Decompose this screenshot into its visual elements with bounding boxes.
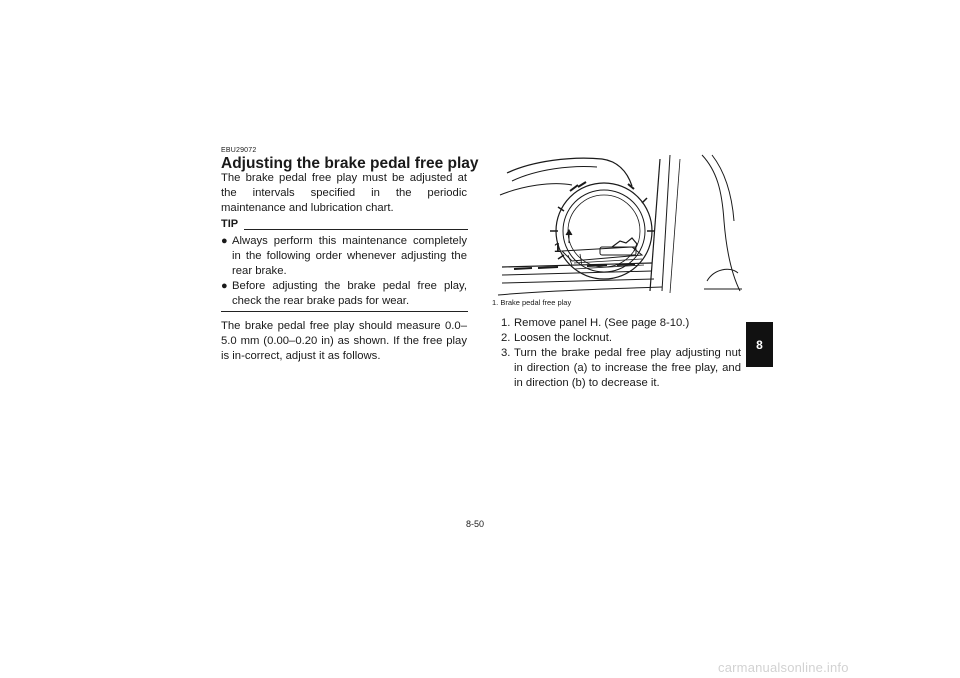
step-number: 1. <box>501 317 511 329</box>
section-title: Adjusting the brake pedal free play <box>221 155 479 172</box>
step-number: 3. <box>501 347 511 359</box>
tip-item <box>221 279 467 309</box>
tip-top-rule <box>244 229 468 230</box>
brake-pedal-illustration <box>492 151 744 296</box>
step-text: Turn the brake pedal free play adjusting nut in direction (a) to increase the free play, and in direction (b) to decrease it. <box>514 347 741 389</box>
intro-paragraph: The brake pedal free play must be adjusted at the intervals specified in the periodic maintenance and lubrication chart. <box>221 172 467 214</box>
figure-callout: 1 <box>554 240 562 255</box>
section-code: EBU29072 <box>221 147 257 154</box>
tip-list <box>221 234 467 309</box>
tip-label: TIP <box>221 218 239 230</box>
tip-header <box>221 218 468 232</box>
measure-paragraph: The brake pedal free play should measure 0.0–5.0 mm (0.00–0.20 in) as shown. If the free play is in-correct, adjust it as follows. <box>221 320 467 362</box>
step-item <box>492 316 741 331</box>
step-item <box>492 331 741 346</box>
chapter-tab: 8 <box>746 322 773 367</box>
figure-caption: 1. Brake pedal free play <box>492 298 572 307</box>
bullet-icon: ● <box>221 280 228 292</box>
page-number: 8-50 <box>466 519 485 529</box>
tip-item <box>221 234 467 279</box>
step-text: Remove panel H. (See page 8-10.) <box>514 317 690 329</box>
tip-item-text: Always perform this maintenance completely in the following order whenever adjusting the rear brake. <box>232 235 467 277</box>
bullet-icon: ● <box>221 235 228 247</box>
tip-item-text: Before adjusting the brake pedal free play, check the rear brake pads for wear. <box>232 280 467 307</box>
step-text: Loosen the locknut. <box>514 332 612 344</box>
procedure-steps <box>492 316 741 391</box>
step-item <box>492 346 741 391</box>
step-number: 2. <box>501 332 511 344</box>
tip-bottom-rule <box>221 311 468 312</box>
illustration-drawing <box>492 151 744 296</box>
watermark: carmanualsonline.info <box>718 660 849 675</box>
